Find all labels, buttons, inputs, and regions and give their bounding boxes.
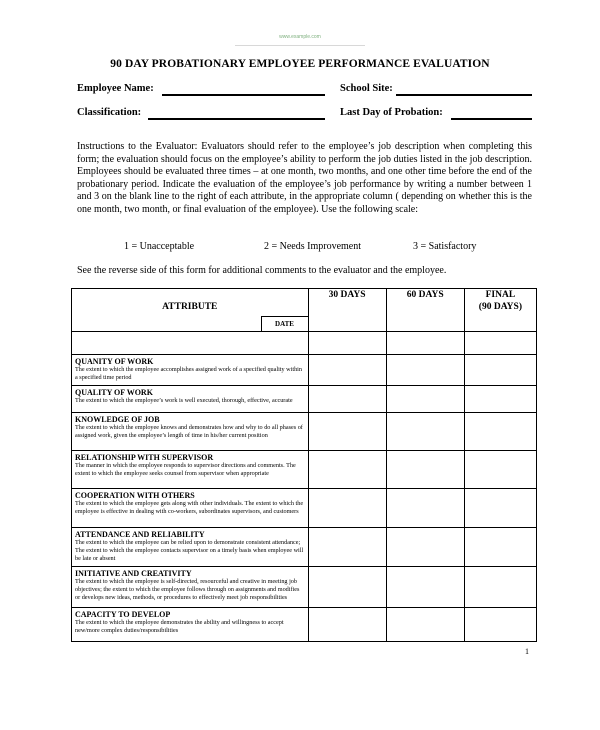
attribute-header-label: ATTRIBUTE bbox=[162, 302, 218, 312]
score-cell-final[interactable] bbox=[464, 608, 536, 642]
attribute-cell bbox=[72, 386, 309, 413]
score-cell-60[interactable] bbox=[386, 451, 464, 489]
attribute-description: The extent to which the employee accomplishes assigned work of a specified quality within a specified time period bbox=[75, 366, 302, 381]
score-cell-60[interactable] bbox=[386, 355, 464, 386]
scale-2: 2 = Needs Improvement bbox=[264, 241, 362, 252]
instructions-text: Instructions to the Evaluator: Evaluators should refer to the employee’s job description when completing this form; the evaluation should focus on the employee’s ability to perform the job duties listed in the job description. Employees should be evaluated three times – at one month, two months, and one other time before the end of the probationary period. Indicate the evaluation of the employee’s job performance by writing a number between 1 and 3 on the blank line to the right of each attribute, in the appropriate column ( depending on whether this is the one month, two month, or final evaluation of the employee). Use the following scale: bbox=[77, 141, 532, 215]
attribute-name: INITIATIVE AND CREATIVITY bbox=[75, 569, 192, 578]
attribute-name: COOPERATION WITH OTHERS bbox=[75, 491, 195, 500]
attribute-name: QUANITY OF WORK bbox=[75, 357, 154, 366]
col-30-days: 30 DAYS bbox=[308, 289, 386, 332]
col-final-sub: (90 DAYS) bbox=[478, 302, 522, 312]
classification-label: Classification: bbox=[77, 107, 142, 118]
score-cell-30[interactable] bbox=[308, 608, 386, 642]
attribute-rows bbox=[72, 355, 537, 642]
attribute-description: The extent to which the employee can be relied upon to demonstrate consistent attendance; The extent to which the employee contacts supervisor on a timely basis when employee will be late or absent bbox=[75, 539, 304, 562]
employee-name-label: Employee Name: bbox=[77, 83, 154, 94]
attribute-cell bbox=[72, 413, 309, 451]
score-cell-60[interactable] bbox=[386, 528, 464, 567]
score-cell-30[interactable] bbox=[308, 528, 386, 567]
attribute-description: The extent to which the employee’s work is well executed, thorough, effective, accurate bbox=[75, 397, 293, 404]
score-cell-30[interactable] bbox=[308, 355, 386, 386]
score-cell-60[interactable] bbox=[386, 489, 464, 528]
attribute-name: QUALITY OF WORK bbox=[75, 388, 153, 397]
page-title: 90 DAY PROBATIONARY EMPLOYEE PERFORMANCE EVALUATION bbox=[110, 58, 490, 70]
score-cell-final[interactable] bbox=[464, 386, 536, 413]
date-cell-30[interactable] bbox=[308, 332, 386, 355]
attribute-cell bbox=[72, 355, 309, 386]
col-final bbox=[464, 289, 536, 332]
attribute-cell bbox=[72, 567, 309, 608]
score-cell-final[interactable] bbox=[464, 413, 536, 451]
attribute-header bbox=[72, 289, 309, 332]
attribute-name: KNOWLEDGE OF JOB bbox=[75, 415, 160, 424]
school-site-field[interactable] bbox=[396, 94, 532, 96]
attribute-description: The manner in which the employee responds to supervisor directions and comments. The extent to which the employee seeks counsel from supervisor when appropriate bbox=[75, 462, 296, 477]
table-row bbox=[72, 608, 537, 642]
score-cell-final[interactable] bbox=[464, 567, 536, 608]
score-cell-final[interactable] bbox=[464, 355, 536, 386]
scale-3: 3 = Satisfactory bbox=[413, 241, 477, 252]
page-number: 1 bbox=[525, 647, 529, 656]
table-row bbox=[72, 528, 537, 567]
table-row bbox=[72, 567, 537, 608]
score-cell-30[interactable] bbox=[308, 489, 386, 528]
score-cell-30[interactable] bbox=[308, 413, 386, 451]
employee-name-field[interactable] bbox=[162, 94, 325, 96]
evaluation-table bbox=[71, 288, 537, 642]
date-spacer-cell bbox=[72, 332, 309, 355]
attribute-cell bbox=[72, 489, 309, 528]
attribute-name: RELATIONSHIP WITH SUPERVISOR bbox=[75, 453, 214, 462]
score-cell-60[interactable] bbox=[386, 413, 464, 451]
classification-field[interactable] bbox=[148, 118, 325, 120]
table-row bbox=[72, 489, 537, 528]
table-row bbox=[72, 451, 537, 489]
last-day-field[interactable] bbox=[451, 118, 532, 120]
last-day-label: Last Day of Probation: bbox=[340, 107, 443, 118]
school-site-label: School Site: bbox=[340, 83, 393, 94]
attribute-description: The extent to which the employee knows and demonstrates how and why to do all phases of assigned work, given the employee’s length of time in his/her current position bbox=[75, 424, 303, 439]
score-cell-final[interactable] bbox=[464, 489, 536, 528]
table-row bbox=[72, 386, 537, 413]
score-cell-final[interactable] bbox=[464, 451, 536, 489]
attribute-cell bbox=[72, 451, 309, 489]
attribute-description: The extent to which the employee gets along with other individuals. The extent to which the employee is effective in dealing with co-workers, subordinates supervisors, and customers bbox=[75, 500, 304, 515]
attribute-cell bbox=[72, 608, 309, 642]
score-cell-60[interactable] bbox=[386, 567, 464, 608]
date-cell-60[interactable] bbox=[386, 332, 464, 355]
col-60-days: 60 DAYS bbox=[386, 289, 464, 332]
reverse-side-note: See the reverse side of this form for additional comments to the evaluator and the employee. bbox=[77, 265, 447, 276]
date-label: DATE bbox=[261, 316, 308, 331]
table-header-row bbox=[72, 289, 537, 332]
header-stamp: www.example.com bbox=[235, 33, 365, 46]
score-cell-30[interactable] bbox=[308, 386, 386, 413]
attribute-cell bbox=[72, 528, 309, 567]
scale-1: 1 = Unacceptable bbox=[124, 241, 195, 252]
score-cell-60[interactable] bbox=[386, 386, 464, 413]
table-row bbox=[72, 413, 537, 451]
attribute-description: The extent to which the employee is self-directed, resourceful and creative in meeting job objectives; the extent to which the employee follows through on assignments and modifies or develops new ideas, methods, or procedures to effectively meet job responsibilities bbox=[75, 578, 300, 601]
attribute-name: CAPACITY TO DEVELOP bbox=[75, 610, 171, 619]
date-cell-final[interactable] bbox=[464, 332, 536, 355]
score-cell-final[interactable] bbox=[464, 528, 536, 567]
attribute-description: The extent to which the employee demonstrates the ability and willingness to accept new/more complex duties/responsibilities bbox=[75, 619, 284, 634]
table-row bbox=[72, 355, 537, 386]
score-cell-60[interactable] bbox=[386, 608, 464, 642]
date-entry-row bbox=[72, 332, 537, 355]
col-final-label: FINAL bbox=[485, 290, 516, 300]
score-cell-30[interactable] bbox=[308, 451, 386, 489]
score-cell-30[interactable] bbox=[308, 567, 386, 608]
attribute-name: ATTENDANCE AND RELIABILITY bbox=[75, 530, 205, 539]
